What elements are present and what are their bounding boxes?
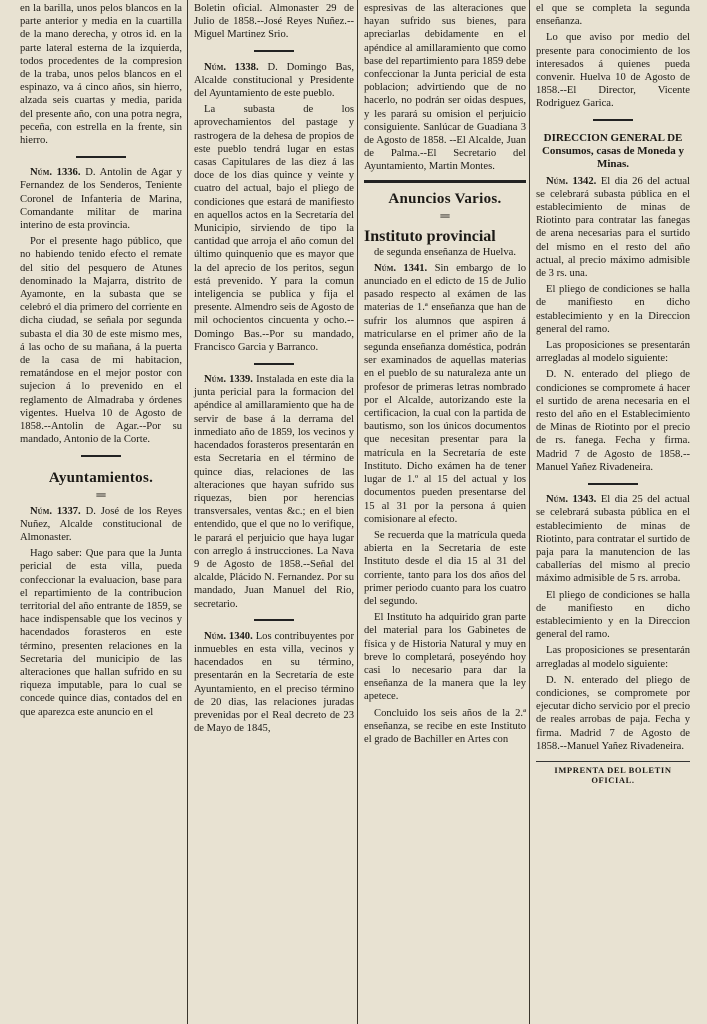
notice-intro: D. José de los Reyes Nuñez, Alcalde constitucional de Almonaster.	[20, 505, 182, 543]
section-heading-anuncios: Anuncios Varios.	[388, 190, 502, 207]
paragraph: D. N. enterado del pliego de condiciones se compromete á hacer el surtido de arena necesaria en el resto del año en el Establecimiento de Minas de Riotinto por el precio de rs. fanega. Fecha y firma. Madrid 7 de Agosto de 1858.--Manuel Yañez Rivadeneira.	[536, 369, 690, 473]
notice-1340	[194, 630, 354, 736]
heading-ornament: ═	[440, 207, 450, 223]
column-2	[190, 0, 358, 1024]
notice-number: Núm. 1339.	[204, 374, 253, 386]
column-1	[16, 0, 186, 1024]
institute-title: Instituto provincial	[364, 227, 496, 245]
paragraph: El pliego de condiciones se halla de manifiesto en dicho establecimiento y en la Direccion general del ramo.	[536, 284, 690, 335]
notice-intro: D. Antolin de Agar y Fernandez de los Senderos, Teniente Coronel de Infanteria de Marina, Comandante militar de marina interino de esta provincia.	[20, 167, 182, 232]
continued-text: espresivas de las alteraciones que hayan sufrido sus bienes, para apreciarlas debidamente en el apéndice al amillaramiento que como base del repartimiento para 1859 debe confeccionar la Junta pericial de esta poblacion; advirtiendo que de no hacerlo, no podrán ser oidas despues, y les parará su omision el perjuicio consiguiente. Sanlúcar de Guadiana 3 de Agosto de 1858. --El Alcalde, Juan de Palma.--El Secretario del Ayuntamiento, Martin Montes.	[364, 3, 526, 173]
notice-number: Núm. 1340.	[204, 630, 253, 642]
notice-body: Los contribuyentes por inmuebles en esta villa, vecinos y hacendados en su término, presentarán en la Secretaría de este Ayuntamiento, en el preciso término de 20 dias, las relaciones juradas prevenidas por el Real decreto de 23 de Mayo de 1845,	[194, 630, 354, 735]
notice-number: Núm. 1336.	[30, 167, 81, 179]
paragraph: Lo que aviso por medio del presente para conocimiento de los interesados á quienes pueda convenir. Huelva 10 de Agosto de 1858.--El Director, Vicente Rodriguez Garica.	[536, 32, 690, 110]
notice-1339	[194, 373, 354, 611]
direccion-heading: DIRECCION GENERAL DE Consumos, casas de Moneda y Minas.	[541, 131, 685, 170]
heading-ornament: ═	[96, 486, 106, 502]
notice-body: Instalada en este dia la junta pericial para la formacion del apéndice al amillaramiento que ha de servir de base á la derrama del inmediato año de 1859, los vecinos y hacendados forasteros presentarán en esta Secretaria en el término de quince dias, relaciones de las alteraciones que hayan sufrido sus riquezas, bien por herencias transversales, ventas &c.; en el bien entendido, que el que no lo verifique, le parará el perjuicio que haya lugar con arreglo á instrucciones. La Nava 9 de Agosto de 1858.--Señal del alcalde, Plácido N. Fernandez. Por su mandado, Juan Manuel del Rio, secretario.	[194, 374, 354, 610]
notice-1343	[536, 493, 690, 585]
notice-1336-intro	[20, 166, 182, 232]
notice-1338-body: La subasta de los aprovechamientos del pastage y rastrogera de la dehesa de propios de este pueblo tendrá lugar en estas casas Capitulares de las diez á las doce de los dias quince y veinte y cuatro del actual, bajo el pliego de condiciones que estará de manifiesto en aquellos actos en la Secretaría del Municipio, sirviendo de tipo la cantidad que arroja el año comun del último quinquenio que es mayor que la del aprecio de los peritos, segun está prevenido. Y para la comun inteligencia se publica y fija el presente. Almendro seis de Agosto de mil ochocientos cincuenta y ocho.--Domingo Bas.--Por su mandado, Francisco Garcia y Barranco.	[194, 104, 354, 353]
notice-intro: D. Domingo Bas, Alcalde constitucional y Presidente del Ayuntamiento de este pueblo.	[194, 61, 355, 100]
notice-body: El dia 26 del actual se celebrará subasta pública en el establecimiento de minas de Riotinto para contratar las fanegas de arena necesarias para el surtido del mismo en el resto del año actual, al precio máximo admisible de 3 rs. una.	[536, 175, 690, 280]
notice-number: Núm. 1343.	[546, 494, 597, 506]
notice-number: Núm. 1338.	[204, 61, 259, 73]
notice-1341	[364, 262, 526, 526]
separator	[536, 478, 690, 489]
paragraph: El Instituto ha adquirido gran parte del material para los Gabinetes de física y de Historia Natural y muy en breve lo completará, poseyéndo hoy casi lo necesario para dar la enseñanza de la manera que la ley apetece.	[364, 612, 526, 703]
paragraph: Se recuerda que la matrícula queda abierta en la Secretaria de este Instituto desde el dia 15 al 31 del corriente, tanto para los dos años del primer periodo cuanto para los cuatro del segundo.	[364, 529, 526, 607]
column-4	[532, 0, 694, 1024]
printer-imprint: IMPRENTA DEL BOLETIN OFICIAL.	[536, 761, 690, 785]
continued-text: Boletin oficial. Almonaster 29 de Julio de 1858.--José Reyes Nuñez.--Miguel Martinez Srio.	[194, 3, 354, 41]
notice-body: El dia 25 del actual se celebrará subasta pública en el establecimiento de minas de Riotinto, para contratar el surtido de paja para la manutencion de las caballerías del mismo al precio máximo admisible de 5 rs. arroba.	[536, 494, 690, 585]
column-3	[360, 0, 530, 1024]
separator	[20, 151, 182, 162]
notice-1337-intro	[20, 505, 182, 545]
notice-number: Núm. 1337.	[30, 505, 81, 517]
paragraph: Las proposiciones se presentarán arregladas al modelo siguiente:	[536, 340, 690, 365]
column-rule	[187, 0, 188, 1024]
separator	[536, 115, 690, 126]
separator	[194, 615, 354, 626]
section-heading-ayuntamientos: Ayuntamientos.	[48, 469, 154, 486]
section-rule	[364, 180, 526, 183]
notice-1338-intro	[194, 61, 354, 101]
separator	[194, 46, 354, 57]
paragraph: D. N. enterado del pliego de condiciones, se compromete por ejecutar dicho servicio por el precio de reales arrobas de paja. Fecha y firma. Madrid 7 de Agosto de 1858.--Manuel Yañez Rivadeneira.	[536, 674, 690, 752]
paragraph: Concluido los seis años de la 2.ª enseñanza, se recibe en este Instituto el grado de Bachiller en Artes con	[364, 707, 526, 745]
notice-1336-body: Por el presente hago público, que no habiendo tenido efecto el remate del sitio del pesquero de Atunes denominado la Majarra, distrito de Ayamonte, en la subasta que se celebró el dia primero del corriente en dicha ciudad, se señala por segunda subasta el dia 30 de este mismo mes, á las ocho de su mañana, á la puerta de la casa de mi habitacion, rematándose en el mejor postor con sujecion á lo prevenido en el reglamento de Almadraba y órdenes vigentes. Huelva 10 de Agosto de 1858.--Antolin de Agar.--Por su mandado, Antonio de la Corte.	[20, 236, 182, 446]
continued-text: el que se completa la segunda enseñanza.	[536, 3, 690, 28]
continued-text: en la barilla, unos pelos blancos en la parte anterior y media en la cuartilla de la mano derecha, y otros id. en la parte lateral esterna de la izquierda, todos procedentes de la compresion de la traba, unos pelos blancos en el espinazo, va á cinco años, sin hierro, alzada seis cuartas y media, parida del presente año, con una potra negra, peceña, con estrella en la frente, sin hierro.	[20, 3, 182, 147]
notice-body: Sin embargo de lo anunciado en el edicto de 15 de Julio pasado respecto al exámen de las materias de 1.ª enseñanza que han de sufrir los alumnos que aspiren á matricularse en el primer año de la segunda enseñanza doméstica, podrán ser examinados de aquellas materias en el pueblo de su naturaleza ante un profesor de primeras letras nombrado por el Alcalde, autorizando este la certificacion, la cual con la partida de bautismo, son los únicos documentos que necesitan presentar para la matrícula en la Secretaría de este Instituto. Dicho exámen ha de tener lugar de 1.º al 15 del actual y los documentos pueden presentarse del 15 al 31 por la persona á quien comisionare al efecto.	[364, 262, 526, 525]
paragraph: Las proposiciones se presentarán arregladas al modelo siguiente:	[536, 645, 690, 670]
institute-subtitle: de segunda enseñanza de Huelva.	[373, 246, 517, 258]
paragraph: El pliego de condiciones se halla de manifiesto en dicho establecimiento y en la Direccion general del ramo.	[536, 589, 690, 641]
notice-1342	[536, 175, 690, 281]
separator	[194, 358, 354, 369]
notice-number: Núm. 1341.	[374, 262, 428, 274]
separator	[20, 451, 182, 462]
notice-1337-body: Hago saber: Que para que la Junta pericial de esta villa, pueda confeccionar la evaluacion, base para el repartimiento de la contribucion territorial del año entrante de 1859, se hace indispensable que los vecinos y hacendados forasteros en este término, presenten relaciones en la Secretaria del municipio de las alteraciones que hallan sufrido en su riqueza imputable, para lo cual se concede quince dias, contados del en que aparezca este anuncio en el	[20, 548, 182, 718]
notice-number: Núm. 1342.	[546, 175, 597, 187]
